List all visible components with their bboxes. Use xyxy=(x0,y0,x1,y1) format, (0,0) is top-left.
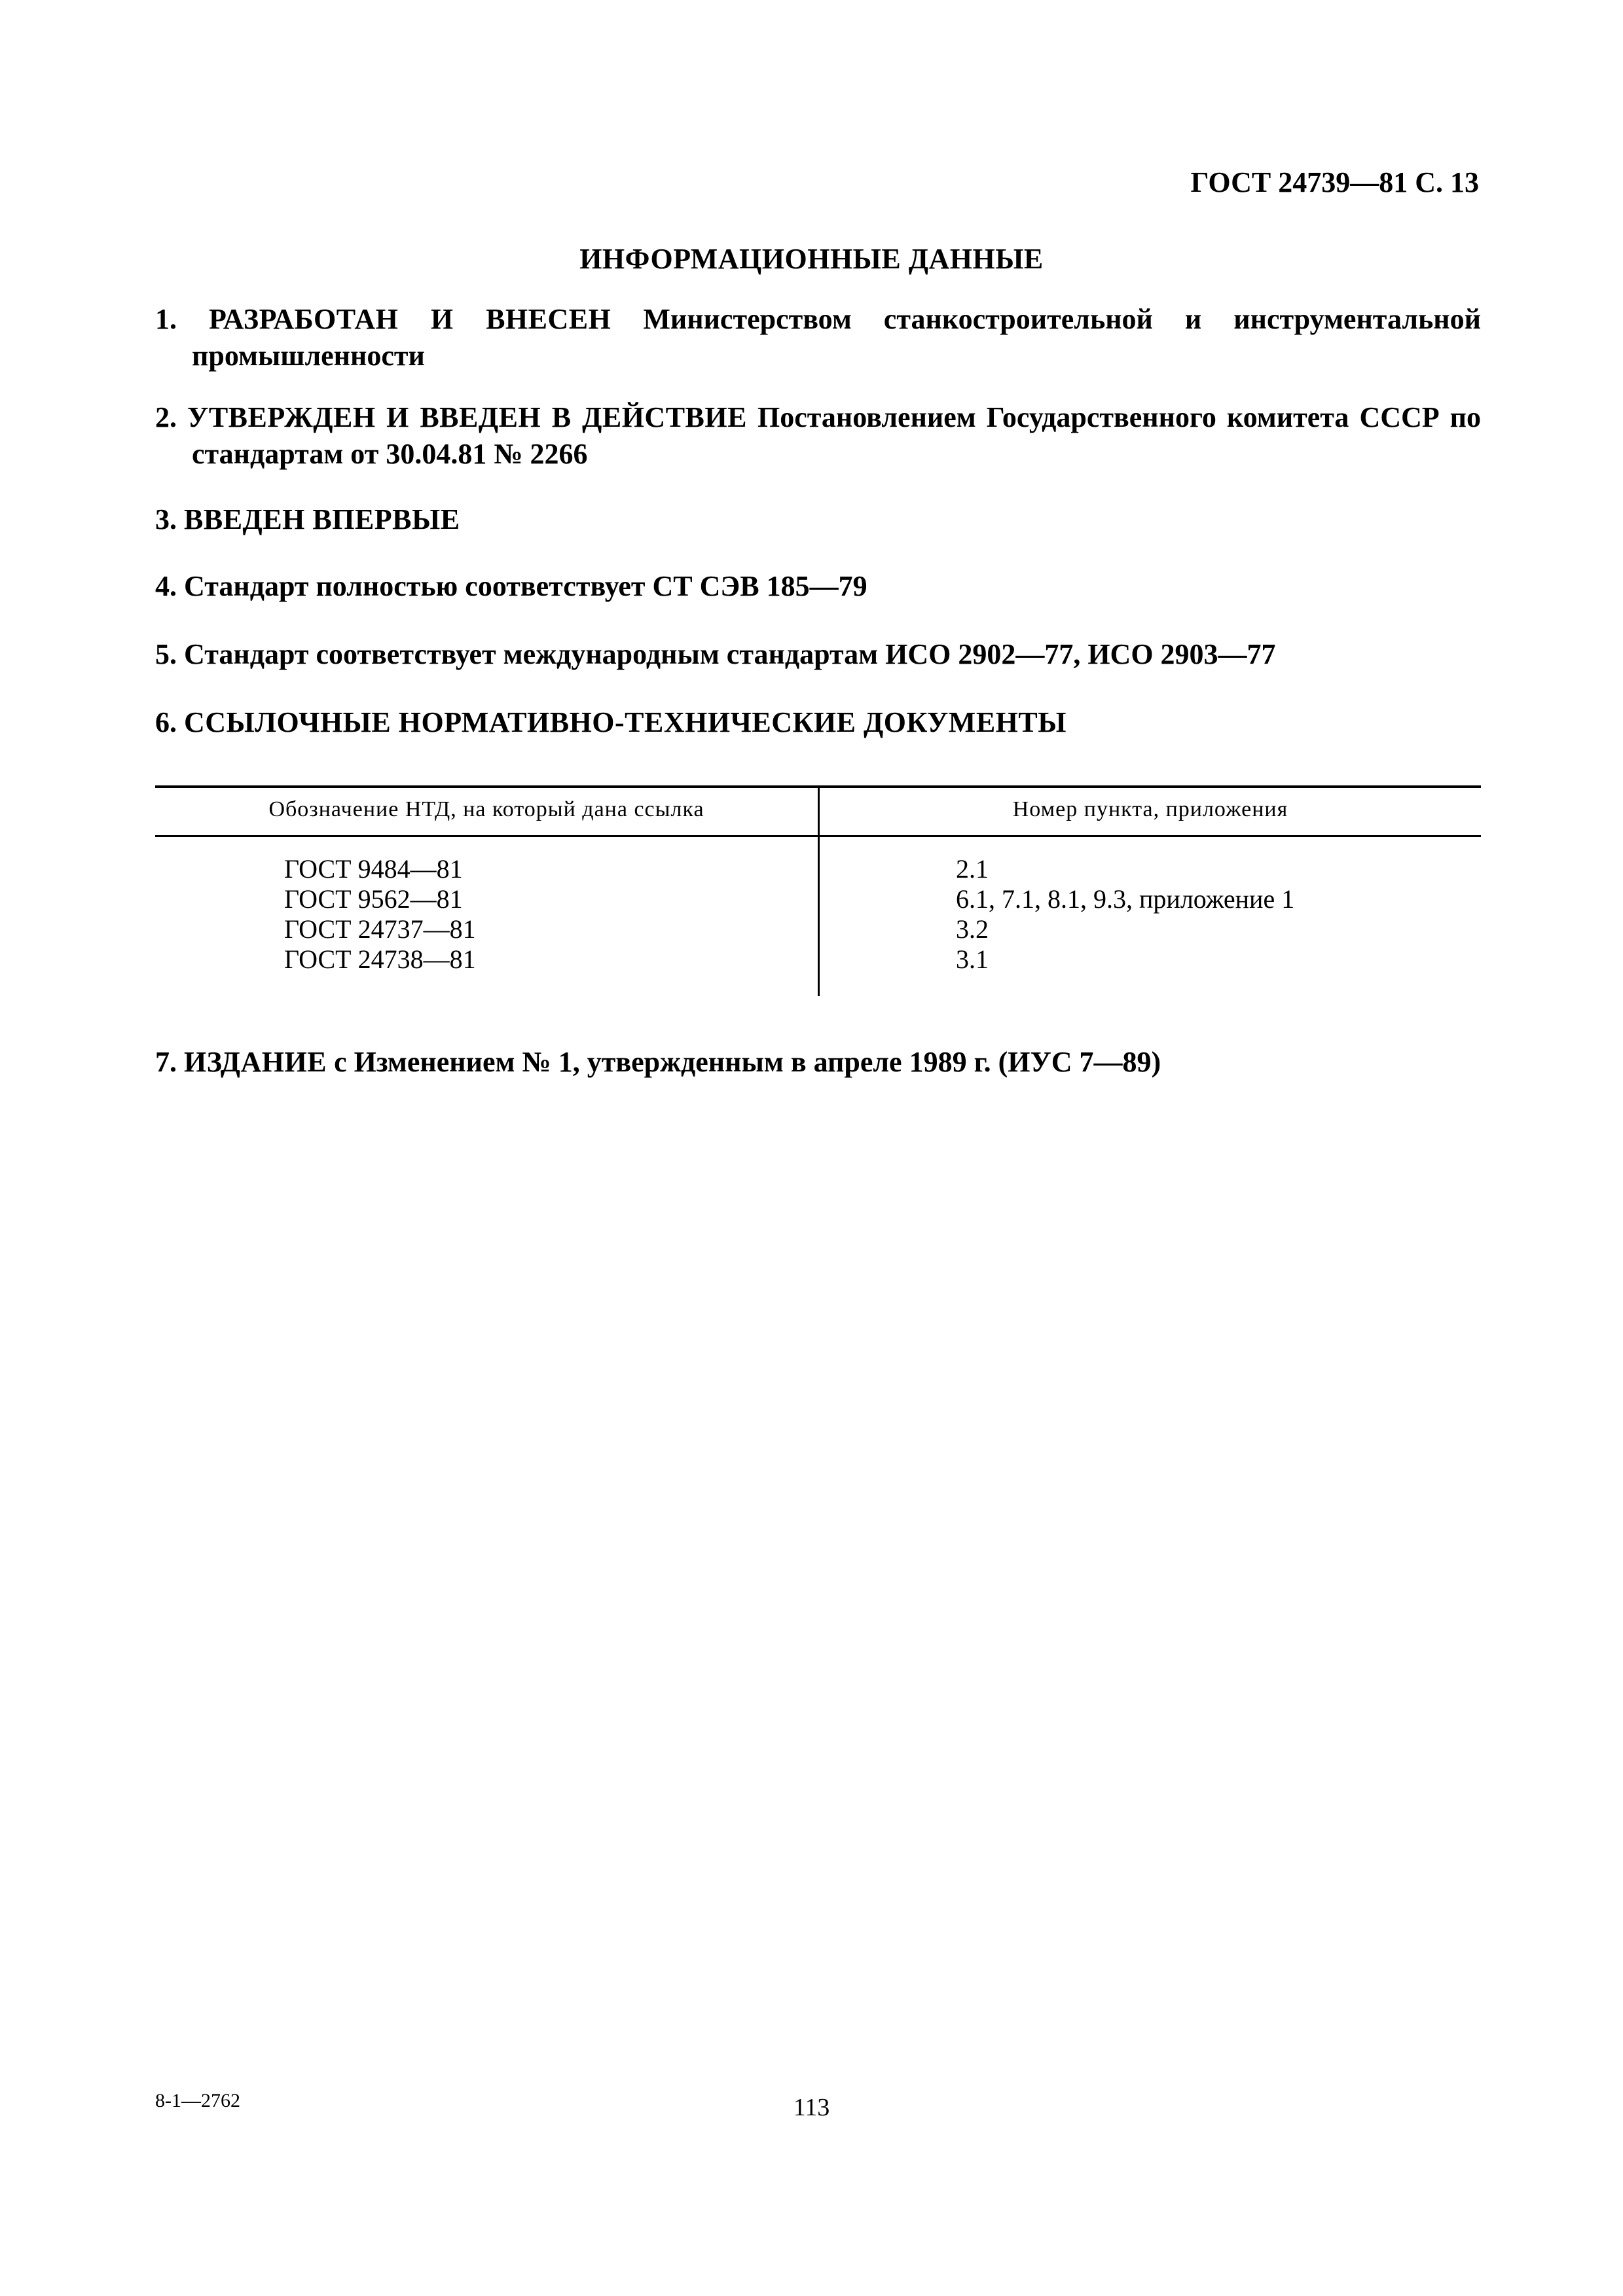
section-title: ИНФОРМАЦИОННЫЕ ДАННЫЕ xyxy=(579,243,1044,275)
info-item-3 xyxy=(155,501,1481,538)
document-column xyxy=(284,854,476,975)
item-number: 3. xyxy=(155,503,177,535)
item-text: Постановлением Государственного комитета СССР по стандартам от 30.04.81 № 2266 xyxy=(192,401,1482,470)
item-text: Стандарт соответствует международным стандартам ИСО 2902—77, ИСО 2903—77 xyxy=(184,638,1276,670)
item-lead: УТВЕРЖДЕН И ВВЕДЕН В ДЕЙСТВИЕ xyxy=(187,401,747,433)
column-header-document: Обозначение НТД, на который дана ссылка xyxy=(268,797,704,821)
item-number: 2. xyxy=(155,401,177,433)
item-number: 1. xyxy=(155,303,177,335)
clause-column xyxy=(956,854,1294,975)
item-lead: РАЗРАБОТАН И ВНЕСЕН xyxy=(209,303,611,335)
item-text: с Изменением № 1, утвержденным в апреле 1989 г. (ИУС 7—89) xyxy=(334,1046,1161,1078)
info-item-6 xyxy=(155,704,1481,741)
info-item-2 xyxy=(155,399,1481,473)
info-item-5 xyxy=(155,636,1481,673)
info-item-4 xyxy=(155,568,1481,605)
item-number: 4. xyxy=(155,570,177,602)
table-cell-document: ГОСТ 24737—81 xyxy=(284,914,476,944)
item-number: 7. xyxy=(155,1046,177,1078)
print-code: 8-1—2762 xyxy=(155,2090,240,2111)
page-number: 113 xyxy=(793,2094,830,2121)
table-cell-clause: 6.1, 7.1, 8.1, 9.3, приложение 1 xyxy=(956,884,1295,914)
info-item-7 xyxy=(155,1044,1481,1081)
item-lead: ИЗДАНИЕ xyxy=(184,1046,327,1078)
column-header-clause: Номер пункта, приложения xyxy=(1012,797,1288,821)
reference-documents-table xyxy=(155,785,1481,995)
item-lead: ССЫЛОЧНЫЕ НОРМАТИВНО-ТЕХНИЧЕСКИЕ ДОКУМЕНТЫ xyxy=(184,706,1067,738)
item-number: 5. xyxy=(155,638,177,670)
item-text: Министерством станкостроительной и инструментальной промышленности xyxy=(192,303,1481,372)
item-lead: ВВЕДЕН ВПЕРВЫЕ xyxy=(184,503,460,535)
table-cell-document: ГОСТ 24738—81 xyxy=(284,944,476,974)
item-number: 6. xyxy=(155,706,177,738)
table-cell-clause: 3.2 xyxy=(956,914,989,944)
table-cell-clause: 2.1 xyxy=(956,854,989,884)
table-cell-document: ГОСТ 9562—81 xyxy=(284,884,463,914)
table-cell-clause: 3.1 xyxy=(956,944,989,974)
document-designation: ГОСТ 24739—81 С. 13 xyxy=(1190,166,1479,198)
item-text: Стандарт полностью соответствует СТ СЭВ 185—79 xyxy=(184,570,867,602)
info-item-1 xyxy=(155,301,1481,374)
table-cell-document: ГОСТ 9484—81 xyxy=(284,854,463,884)
